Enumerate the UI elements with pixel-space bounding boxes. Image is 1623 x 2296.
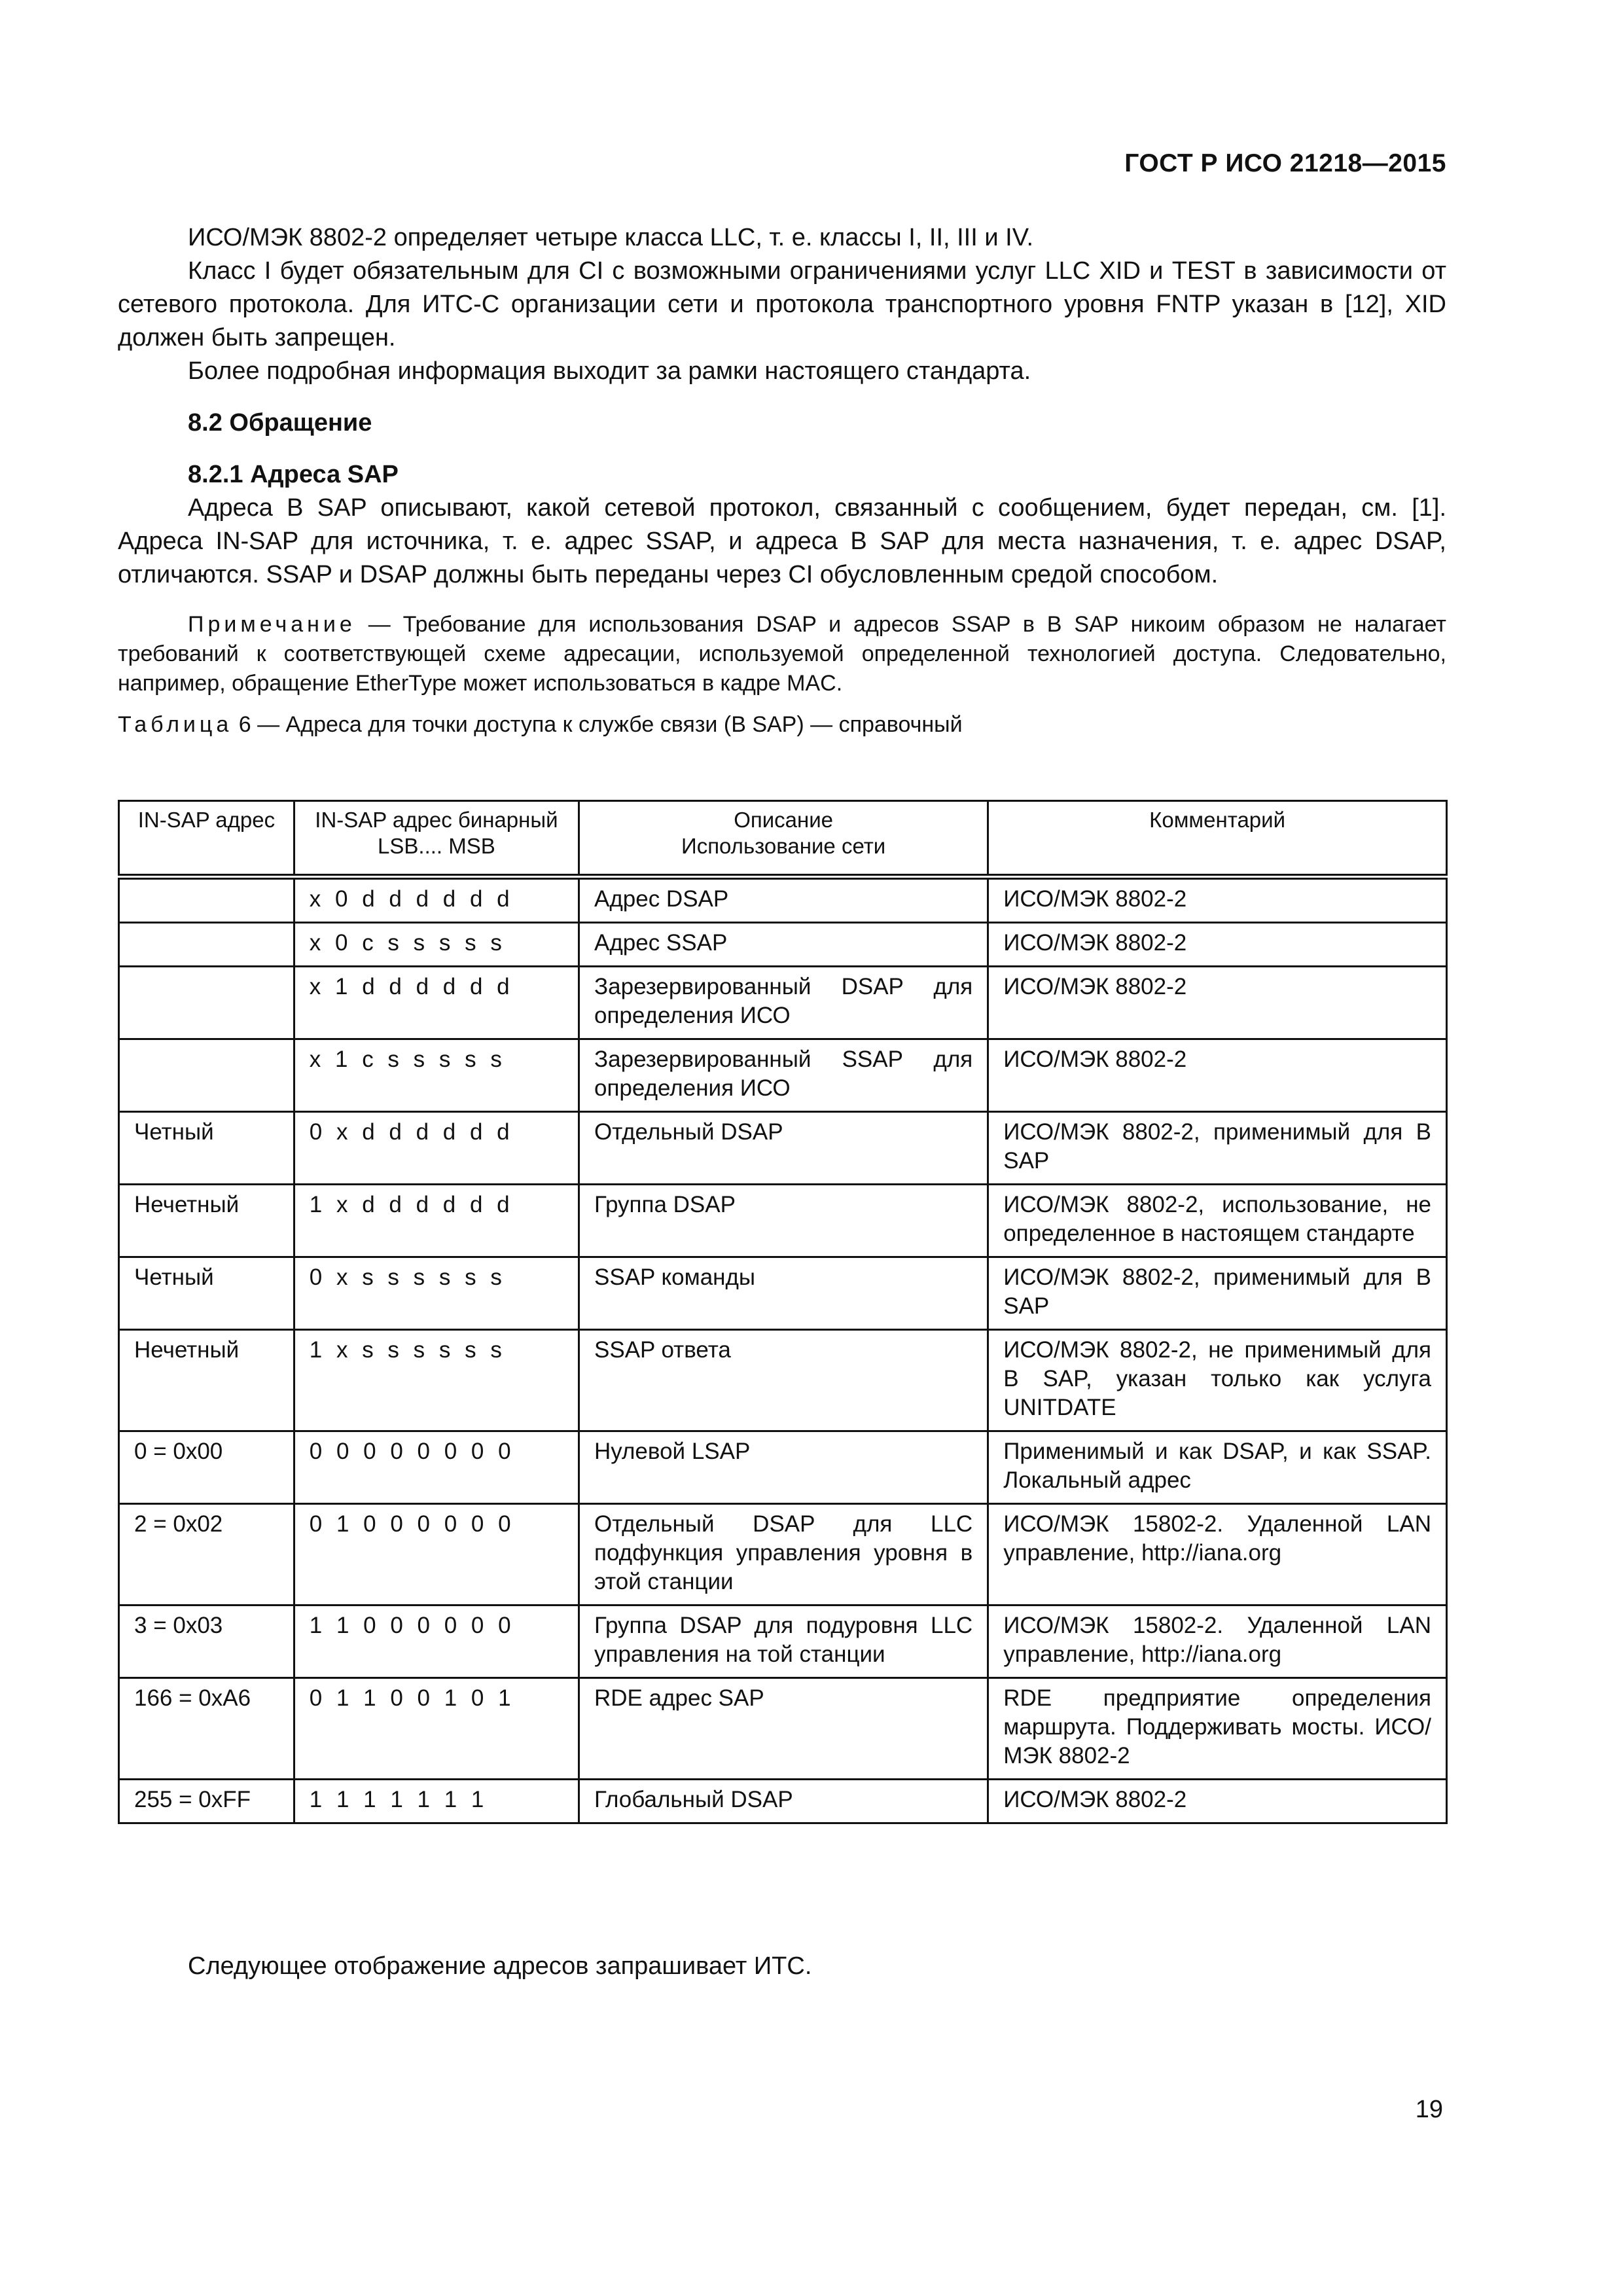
cell-description: Адрес SSAP — [579, 923, 988, 967]
note-label: Примечание — [188, 612, 356, 637]
section-8-2-1-text: Адреса В SAP описывают, какой сетевой протокол, связанный с сообщением, будет передан, см. [1]. Адреса IN-SAP для источника, т. е. адрес SSAP, и адреса В SAP для места назначения, т. е. адрес DSAP, отличаются. SSAP и DSAP должны быть переданы через CI обусловленным средой способом. — [118, 494, 1446, 588]
cell-comment: RDE предприятие определения маршрута. Поддерживать мосты. ИСО/МЭК 8802-2 — [988, 1678, 1447, 1780]
cell-binary: 0 x d d d d d d — [294, 1112, 579, 1185]
cell-comment: ИСО/МЭК 8802-2 — [988, 877, 1447, 923]
note-text: — Требование для использования DSAP и адресов SSAP в В SAP никоим образом не налагает требований к соответствующей схеме адресации, используемой определенной технологией доступа. Следовательно, например, обращение EtherType может использоваться в кадре MAC. — [118, 612, 1446, 696]
table-row — [119, 1504, 1447, 1605]
cell-address: Нечетный — [119, 1330, 294, 1431]
paragraph-llc-classes: ИСО/МЭК 8802-2 определяет четыре класса LLC, т. е. классы I, II, III и IV. — [188, 224, 1034, 251]
table-row — [119, 1257, 1447, 1330]
cell-address: 2 = 0x02 — [119, 1504, 294, 1605]
standard-code: ГОСТ Р ИСО 21218—2015 — [1124, 149, 1446, 177]
cell-description: Зарезервированный DSAP для определения ИСО — [579, 967, 988, 1039]
cell-comment: ИСО/МЭК 8802-2, применимый для В SAP — [988, 1257, 1447, 1330]
paragraph-class-i: Класс I будет обязательным для CI с возможными ограничениями услуг LLC XID и TEST в зависимости от сетевого протокола. Для ИТС-С организации сети и протокола транспортного уровня FNTP указан в [12], XID должен быть запрещен. — [118, 257, 1446, 351]
cell-comment: ИСО/МЭК 8802-2, не применимый для В SAP, указан только как услуга UNITDATE — [988, 1330, 1447, 1431]
cell-comment: ИСО/МЭК 8802-2 — [988, 923, 1447, 967]
section-8-2-heading: 8.2 Обращение — [188, 409, 372, 437]
note — [118, 610, 1446, 698]
cell-comment: ИСО/МЭК 8802-2 — [988, 1039, 1447, 1112]
cell-comment: ИСО/МЭК 8802-2, использование, не определенное в настоящем стандарте — [988, 1185, 1447, 1257]
cell-binary: 0 0 0 0 0 0 0 0 — [294, 1431, 579, 1504]
table-row — [119, 877, 1447, 923]
cell-address: Нечетный — [119, 1185, 294, 1257]
cell-description: SSAP команды — [579, 1257, 988, 1330]
table-row — [119, 1330, 1447, 1431]
cell-description: Отдельный DSAP для LLC подфункция управления уровня в этой станции — [579, 1504, 988, 1605]
header-in-sap-address: IN-SAP адрес — [119, 801, 294, 877]
page-number: 19 — [1415, 2096, 1443, 2123]
table-row — [119, 1112, 1447, 1185]
cell-binary: 1 1 0 0 0 0 0 0 — [294, 1605, 579, 1678]
header-description-line2: Использование сети — [681, 834, 886, 858]
cell-address — [119, 967, 294, 1039]
cell-address: Четный — [119, 1112, 294, 1185]
cell-description: RDE адрес SAP — [579, 1678, 988, 1780]
cell-binary: x 1 d d d d d d — [294, 967, 579, 1039]
cell-comment: ИСО/МЭК 15802-2. Удаленной LAN управление, http://iana.org — [988, 1605, 1447, 1678]
table-row — [119, 923, 1447, 967]
table-row — [119, 967, 1447, 1039]
cell-address — [119, 1039, 294, 1112]
cell-comment: ИСО/МЭК 8802-2, применимый для В SAP — [988, 1112, 1447, 1185]
cell-binary: x 0 c s s s s s — [294, 923, 579, 967]
cell-binary: 0 1 1 0 0 1 0 1 — [294, 1678, 579, 1780]
cell-description: Группа DSAP — [579, 1185, 988, 1257]
cell-description: Зарезервированный SSAP для определения ИСО — [579, 1039, 988, 1112]
cell-comment: Применимый и как DSAP, и как SSAP. Локальный адрес — [988, 1431, 1447, 1504]
section-8-2-1-heading: 8.2.1 Адреса SAP — [188, 461, 399, 488]
cell-description: Отдельный DSAP — [579, 1112, 988, 1185]
cell-description: Группа DSAP для подуровня LLC управления на той станции — [579, 1605, 988, 1678]
table-row — [119, 1678, 1447, 1780]
cell-address: 3 = 0x03 — [119, 1605, 294, 1678]
cell-address: Четный — [119, 1257, 294, 1330]
cell-binary: 0 x s s s s s s — [294, 1257, 579, 1330]
cell-binary: 1 1 1 1 1 1 1 — [294, 1780, 579, 1823]
cell-binary: x 0 d d d d d d — [294, 877, 579, 923]
cell-description: Глобальный DSAP — [579, 1780, 988, 1823]
cell-description: SSAP ответа — [579, 1330, 988, 1431]
paragraph-more-info: Более подробная информация выходит за рамки настоящего стандарта. — [188, 357, 1031, 385]
cell-binary: x 1 c s s s s s — [294, 1039, 579, 1112]
table-header-row — [119, 801, 1447, 877]
header-binary-line1: IN-SAP адрес бинарный — [315, 808, 558, 832]
header-description-line1: Описание — [734, 808, 834, 832]
table-caption-text: 6 — Адреса для точки доступа к службе связи (В SAP) — справочный — [232, 712, 963, 737]
cell-binary: 0 1 0 0 0 0 0 0 — [294, 1504, 579, 1605]
cell-address — [119, 923, 294, 967]
cell-comment: ИСО/МЭК 8802-2 — [988, 1780, 1447, 1823]
cell-binary: 1 x d d d d d d — [294, 1185, 579, 1257]
header-description — [579, 801, 988, 877]
header-binary-line2: LSB.... MSB — [378, 834, 495, 858]
cell-address: 0 = 0x00 — [119, 1431, 294, 1504]
after-table-paragraph: Следующее отображение адресов запрашивает ИТС. — [188, 1952, 812, 1980]
cell-address — [119, 877, 294, 923]
body-text — [118, 221, 1446, 740]
table-caption — [118, 710, 1446, 740]
cell-comment: ИСО/МЭК 8802-2 — [988, 967, 1447, 1039]
table-row — [119, 1431, 1447, 1504]
cell-description: Нулевой LSAP — [579, 1431, 988, 1504]
cell-binary: 1 x s s s s s s — [294, 1330, 579, 1431]
table-row — [119, 1605, 1447, 1678]
cell-address: 255 = 0xFF — [119, 1780, 294, 1823]
header-comment: Комментарий — [988, 801, 1447, 877]
table-row — [119, 1039, 1447, 1112]
table-row — [119, 1780, 1447, 1823]
cell-comment: ИСО/МЭК 15802-2. Удаленной LAN управление, http://iana.org — [988, 1504, 1447, 1605]
table-caption-label: Таблица — [118, 712, 233, 737]
cell-address: 166 = 0xA6 — [119, 1678, 294, 1780]
cell-description: Адрес DSAP — [579, 877, 988, 923]
table-row — [119, 1185, 1447, 1257]
header-binary-address — [294, 801, 579, 877]
sap-address-table — [118, 800, 1448, 1824]
